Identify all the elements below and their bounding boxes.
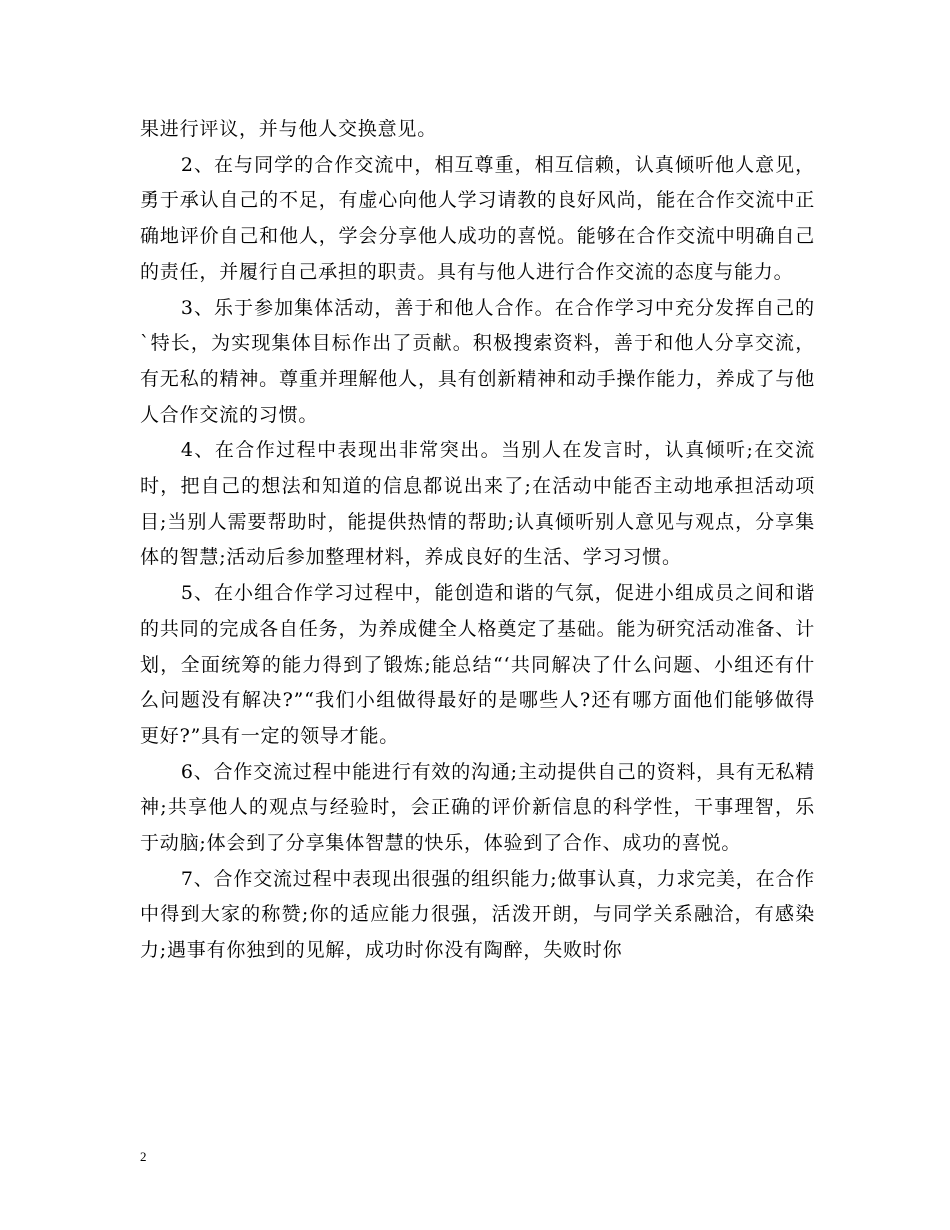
page-number: 2 (140, 1149, 147, 1164)
paragraph-item-4: 4、在合作过程中表现出非常突出。当别人在发言时，认真倾听;在交流时，把自己的想法和知道的信息都说出来了;在活动中能否主动地承担活动项目;当别人需要帮助时，能提供热情的帮助;认真倾听别人意见与观点，分享集体的智慧;活动后参加整理材料，养成良好的生活、学习习惯。 (140, 439, 815, 569)
paragraph-item-6: 6、合作交流过程中能进行有效的沟通;主动提供自己的资料，具有无私精神;共享他人的观点与经验时，会正确的评价新信息的科学性，干事理智，乐于动脑;体会到了分享集体智慧的快乐，体验到了合作、成功的喜悦。 (140, 760, 815, 855)
paragraph-item-5: 5、在小组合作学习过程中，能创造和谐的气氛，促进小组成员之间和谐的共同的完成各自任务，为养成健全人格奠定了基础。能为研究活动准备、计划，全面统筹的能力得到了锻炼;能总结“‘共同解决了什么问题、小组还有什么问题没有解决?”“我们小组做得最好的是哪些人?还有哪方面他们能够做得更好?”具有一定的领导才能。 (140, 582, 815, 747)
document-body (140, 112, 815, 969)
paragraph-continuation: 果进行评议，并与他人交换意见。 (140, 118, 438, 140)
paragraph-item-3: 3、乐于参加集体活动，善于和他人合作。在合作学习中充分发挥自己的`特长，为实现集体目标作出了贡献。积极搜索资料，善于和他人分享交流，有无私的精神。尊重并理解他人，具有创新精神和动手操作能力，养成了与他人合作交流的习惯。 (140, 296, 815, 426)
paragraph-item-2: 2、在与同学的合作交流中，相互尊重，相互信赖，认真倾听他人意见，勇于承认自己的不足，有虚心向他人学习请教的良好风尚，能在合作交流中正确地评价自己和他人，学会分享他人成功的喜悦。能够在合作交流中明确自己的责任，并履行自己承担的职责。具有与他人进行合作交流的态度与能力。 (140, 153, 815, 283)
paragraph-item-7: 7、合作交流过程中表现出很强的组织能力;做事认真，力求完美，在合作中得到大家的称赞;你的适应能力很强，活泼开朗，与同学关系融洽，有感染力;遇事有你独到的见解，成功时你没有陶醉，失败时你 (140, 867, 815, 962)
